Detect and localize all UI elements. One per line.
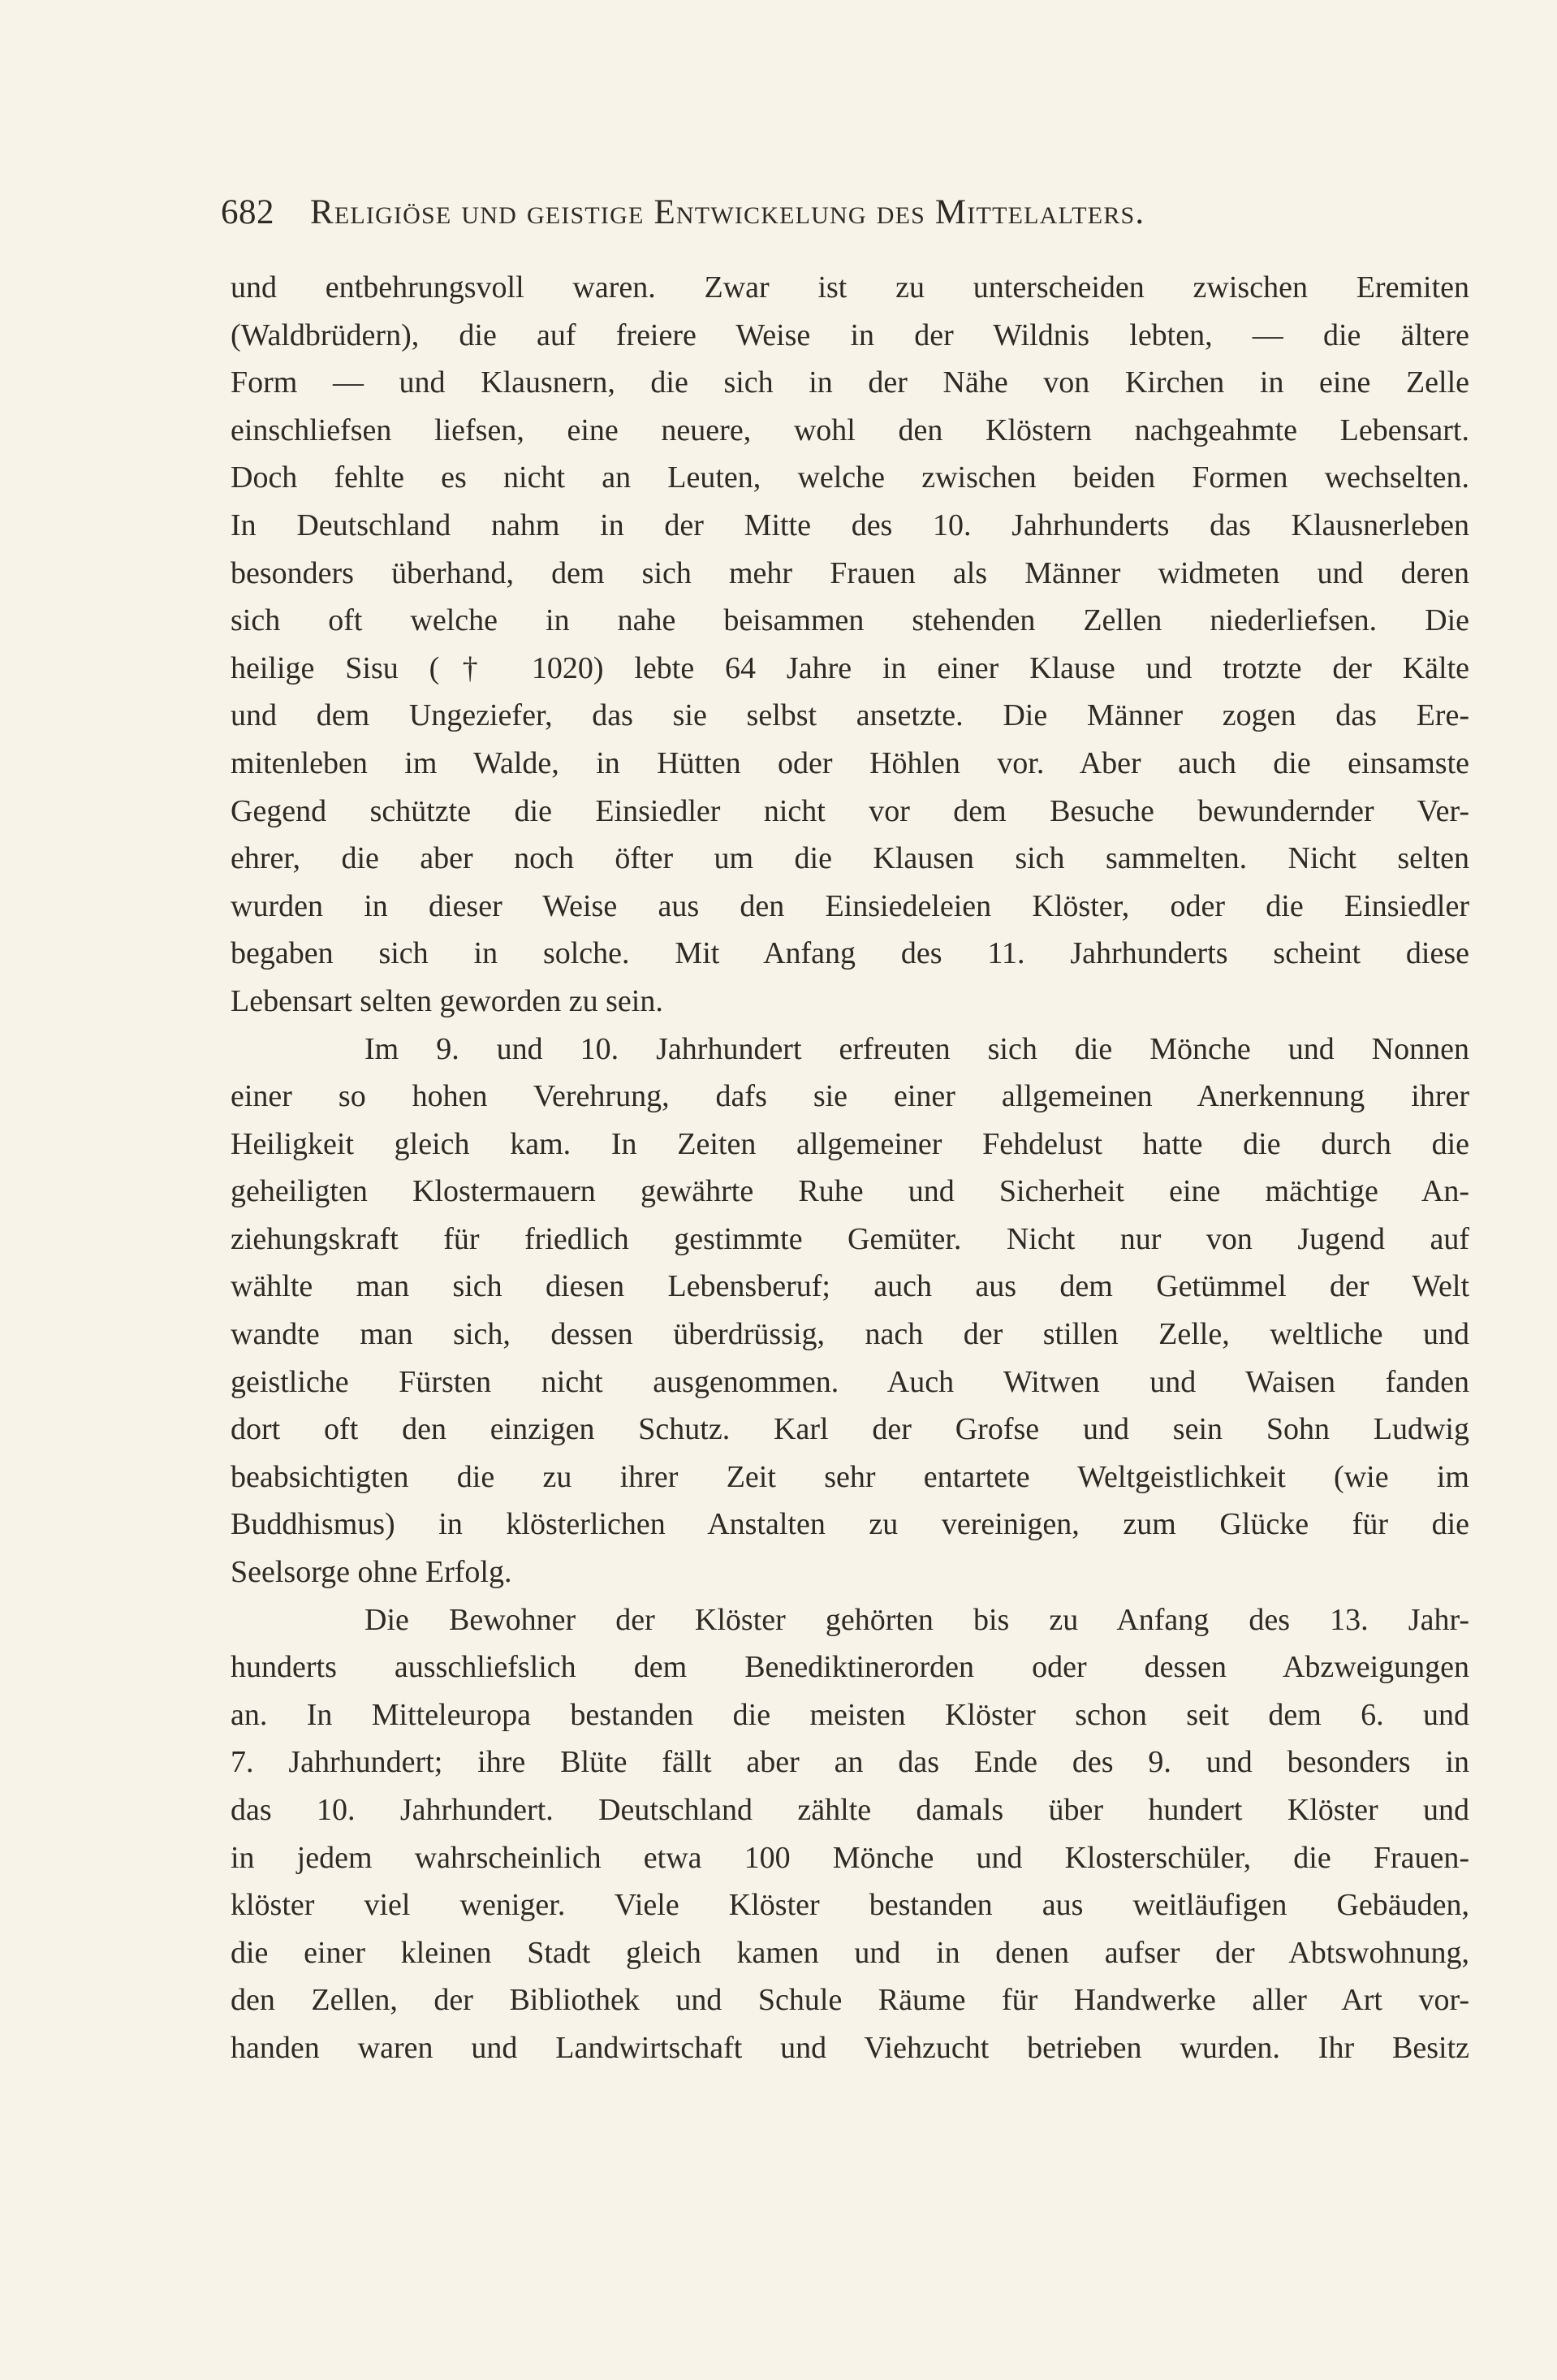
- running-title: Religiöse und geistige Entwickelung des Mittelalters.: [310, 193, 1145, 231]
- text-line: mitenleben im Walde, in Hütten oder Höhlen vor. Aber auch die einsamste: [231, 745, 1469, 780]
- text-line: das 10. Jahrhundert. Deutschland zählte damals über hundert Klöster und: [231, 1793, 1469, 1827]
- text-line: an. In Mitteleuropa bestanden die meisten Klöster schon seit dem 6. und: [231, 1697, 1469, 1732]
- text-line: und entbehrungsvoll waren. Zwar ist zu unterscheiden zwischen Eremiten: [231, 270, 1469, 305]
- text-line: Form — und Klausnern, die sich in der Nähe von Kirchen in eine Zelle: [231, 365, 1469, 400]
- text-line: (Waldbrüdern), die auf freiere Weise in der Wildnis lebten, — die ältere: [231, 317, 1469, 352]
- text-line: geheiligten Klostermauern gewährte Ruhe und Sicherheit eine mächtige An-: [231, 1174, 1469, 1209]
- text-line: wählte man sich diesen Lebensberuf; auch aus dem Getümmel der Welt: [231, 1269, 1469, 1304]
- text-line: hunderts ausschliefslich dem Benediktinerorden oder dessen Abzweigungen: [231, 1650, 1469, 1685]
- text-line: einer so hohen Verehrung, dafs sie einer allgemeinen Anerkennung ihrer: [231, 1079, 1469, 1114]
- text-line: in jedem wahrscheinlich etwa 100 Mönche und Klosterschüler, die Frauen-: [231, 1840, 1469, 1875]
- text-line: besonders überhand, dem sich mehr Frauen als Männer widmeten und deren: [231, 555, 1469, 590]
- text-line: Heiligkeit gleich kam. In Zeiten allgemeiner Fehdelust hatte die durch die: [231, 1126, 1469, 1161]
- text-line: In Deutschland nahm in der Mitte des 10. Jahrhunderts das Klausnerleben: [231, 508, 1469, 542]
- text-line: sich oft welche in nahe beisammen stehenden Zellen niederliefsen. Die: [231, 603, 1469, 638]
- text-line: wandte man sich, dessen überdrüssig, nach der stillen Zelle, weltliche und: [231, 1317, 1469, 1352]
- page-number: 682: [221, 193, 274, 231]
- running-header: [221, 188, 1398, 237]
- text-line: ziehungskraft für friedlich gestimmte Gemüter. Nicht nur von Jugend auf: [231, 1221, 1469, 1256]
- text-line: handen waren und Landwirtschaft und Viehzucht betrieben wurden. Ihr Besitz: [231, 2030, 1469, 2065]
- text-line: und dem Ungeziefer, das sie selbst ansetzte. Die Männer zogen das Ere-: [231, 698, 1469, 733]
- text-line: Lebensart selten geworden zu sein.: [231, 983, 663, 1018]
- text-line: ehrer, die aber noch öfter um die Klausen sich sammelten. Nicht selten: [231, 841, 1469, 876]
- text-line: Doch fehlte es nicht an Leuten, welche zwischen beiden Formen wechselten.: [231, 460, 1469, 495]
- text-line: den Zellen, der Bibliothek und Schule Räume für Handwerke aller Art vor-: [231, 1983, 1469, 2018]
- text-line: Die Bewohner der Klöster gehörten bis zu Anfang des 13. Jahr-: [364, 1602, 1469, 1637]
- text-line: Seelsorge ohne Erfolg.: [231, 1555, 512, 1590]
- text-line: wurden in dieser Weise aus den Einsiedeleien Klöster, oder die Einsiedler: [231, 888, 1469, 923]
- text-line: dort oft den einzigen Schutz. Karl der Grofse und sein Sohn Ludwig: [231, 1412, 1469, 1447]
- text-line: Gegend schützte die Einsiedler nicht vor dem Besuche bewundernder Ver-: [231, 793, 1469, 828]
- body-text: [231, 264, 1469, 2072]
- text-line: beabsichtigten die zu ihrer Zeit sehr entartete Weltgeistlichkeit (wie im: [231, 1459, 1469, 1494]
- text-line: heilige Sisu († 1020) lebte 64 Jahre in einer Klause und trotzte der Kälte: [231, 650, 1469, 685]
- text-line: klöster viel weniger. Viele Klöster bestanden aus weitläufigen Gebäuden,: [231, 1888, 1469, 1923]
- text-line: Im 9. und 10. Jahrhundert erfreuten sich die Mönche und Nonnen: [364, 1031, 1469, 1066]
- text-line: einschliefsen liefsen, eine neuere, wohl den Klöstern nachgeahmte Lebensart.: [231, 413, 1469, 447]
- text-line: Buddhismus) in klösterlichen Anstalten zu vereinigen, zum Glücke für die: [231, 1507, 1469, 1542]
- text-line: geistliche Fürsten nicht ausgenommen. Auch Witwen und Waisen fanden: [231, 1364, 1469, 1399]
- text-line: 7. Jahrhundert; ihre Blüte fällt aber an das Ende des 9. und besonders in: [231, 1745, 1469, 1780]
- text-line: begaben sich in solche. Mit Anfang des 11. Jahrhunderts scheint diese: [231, 936, 1469, 971]
- text-line: die einer kleinen Stadt gleich kamen und in denen aufser der Abtswohnung,: [231, 1935, 1469, 1970]
